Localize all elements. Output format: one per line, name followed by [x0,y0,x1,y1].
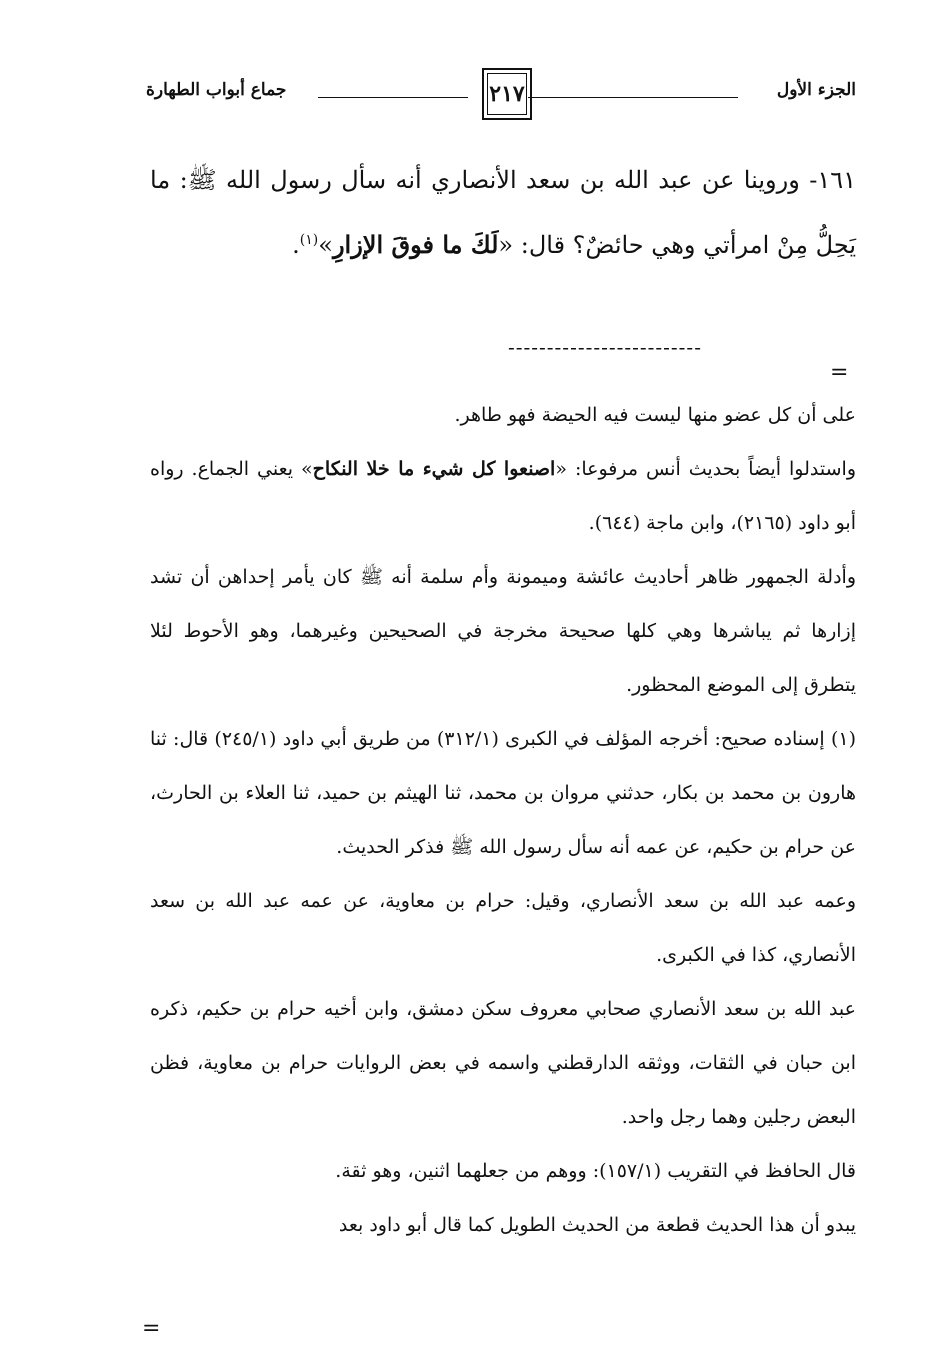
note-2-intro: واستدلوا أيضاً بحديث أنس مرفوعا: « [555,458,856,480]
hadith-intro: ١٦١- وروينا عن عبد الله بن سعد الأنصاري أنه سأل رسول الله ﷺ: ما يَحِلُّ مِنْ امرأتي وهي حائضٌ؟ قال: « [150,166,856,259]
running-header [140,64,856,124]
footnotes [150,388,856,1252]
footnote-1: (١) إسناده صحيح: أخرجه المؤلف في الكبرى (٣١٢/١) من طريق أبي داود (٢٤٥/١) قال: ثنا هارون بن محمد بن بكار، حدثني مروان بن محمد، ثنا الهيثم بن حميد، ثنا العلاء بن الحارث، عن حرام بن حكيم، عن عمه أنه سأل رسول الله ﷺ فذكر الحديث. [150,728,856,858]
footnote-separator: ------------------------- [508,335,702,359]
note-2-rest: » يعني الجماع. رواه أبو داود (٢١٦٥)، وابن ماجة (٦٤٤). [150,458,856,534]
header-rule-left [318,97,468,98]
quote-close: » [318,231,333,259]
note-paragraph-1: على أن كل عضو منها ليست فيه الحيضة فهو طاهر. [454,404,856,426]
hadith-paragraph [150,150,856,275]
note-2-quote: اصنعوا كل شيء ما خلا النكاح [312,458,556,480]
sentence-end: . [292,231,300,259]
page-number: ٢١٧ [489,81,525,107]
continuation-mark-top: = [830,360,849,385]
page-number-box [482,68,532,120]
chapter-title: جماع أبواب الطهارة [146,80,287,100]
header-rule-right [528,97,738,98]
footnote-1-biography: عبد الله بن سعد الأنصاري صحابي معروف سكن دمشق، وابن أخيه حرام بن حكيم، ذكره ابن حبان في الثقات، ووثقه الدارقطني واسمه في بعض الروايات حرام بن معاوية، فظن البعض رجلين وهما رجل واحد. [150,998,856,1128]
volume-title: الجزء الأول [776,80,856,100]
footnote-1-narrator: وعمه عبد الله بن سعد الأنصاري، وقيل: حرام بن معاوية، عن عمه عبد الله بن سعد الأنصاري، كذا في الكبرى. [150,890,856,966]
footnote-reference: (١) [299,232,319,248]
note-paragraph-2 [150,442,856,550]
prophet-answer: لَكَ ما فوقَ الإزارِ [332,230,499,259]
footnote-1-continuation: يبدو أن هذا الحديث قطعة من الحديث الطويل كما قال أبو داود بعد [338,1214,856,1236]
hadith-text [150,150,856,275]
continuation-mark-bottom: = [142,1316,161,1341]
footnote-1-hafiz: قال الحافظ في التقريب (١٥٧/١): ووهم من جعلهما اثنين، وهو ثقة. [335,1160,856,1182]
note-paragraph-3: وأدلة الجمهور ظاهر أحاديث عائشة وميمونة وأم سلمة أنه ﷺ كان يأمر إحداهن أن تشد إزارها ثم يباشرها وهي كلها صحيحة مخرجة في الصحيحين وغيرهما، وهو الأحوط لئلا يتطرق إلى الموضع المحظور. [150,566,856,696]
